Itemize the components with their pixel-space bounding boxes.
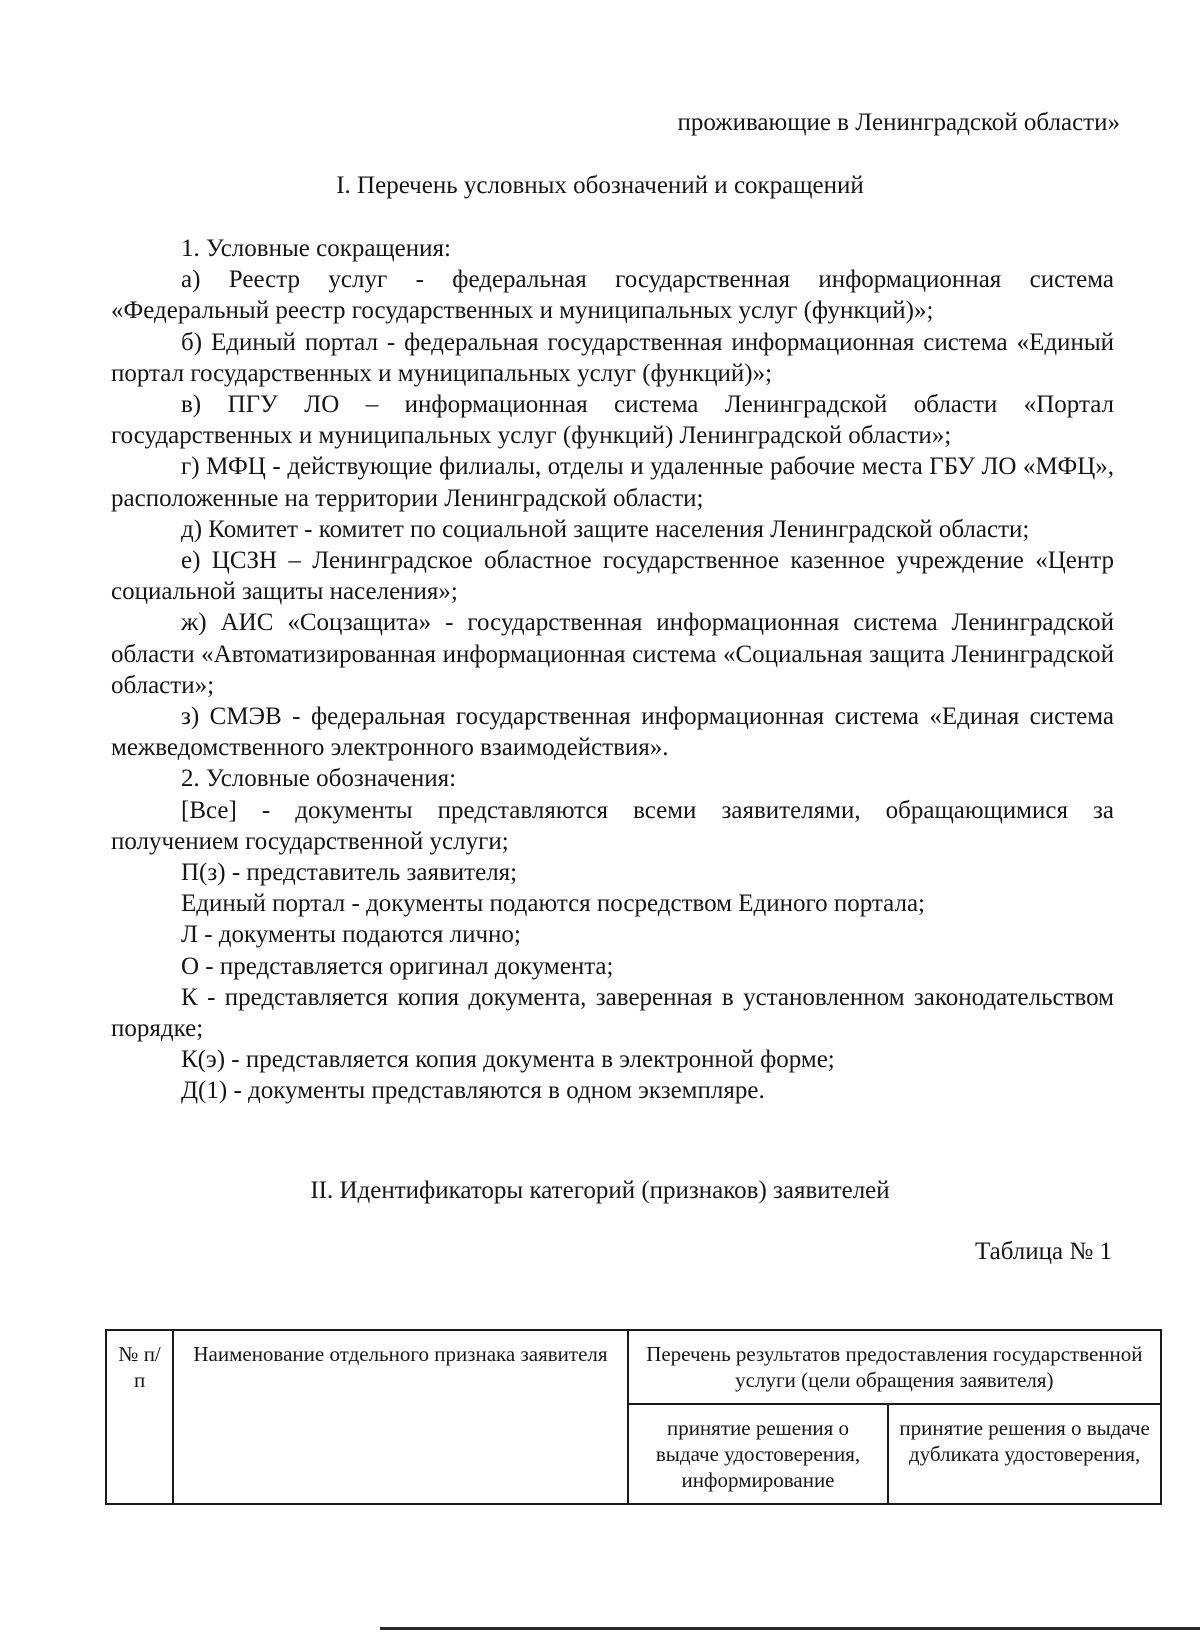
header-cell-result-issue: принятие решения о выдаче удостоверения, информирование [628,1404,889,1504]
paragraph-abbr-f: е) ЦСЗН – Ленинградское областное государственное казенное учреждение «Центр социальной защиты населения»; [111,547,1114,606]
paragraph-symbol-original: О - представляется оригинал документа; [181,952,614,980]
header-cell-number: № п/п [106,1330,173,1504]
section-1-heading: I. Перечень условных обозначений и сокращений [336,172,864,199]
paragraph-symbol-representative: П(з) - представитель заявителя; [181,859,518,887]
paragraph-symbols-title: 2. Условные обозначения: [181,765,457,793]
paragraph-abbr-c: в) ПГУ ЛО – информационная система Ленинградской области «Портал государственных и муниципальных услуг (функций) Ленинградской области»; [111,391,1114,450]
table-label: Таблица № 1 [974,1238,1112,1265]
header-cell-criterion-name: Наименование отдельного признака заявителя [173,1330,628,1504]
paragraph-symbol-one-copy: Д(1) - документы представляются в одном экземпляре. [181,1077,765,1105]
paragraph-symbol-portal: Единый портал - документы подаются посредством Единого портала; [181,890,925,918]
paragraph-abbreviations-title: 1. Условные сокращения: [181,235,451,262]
section-1-body [111,233,1114,1107]
paragraph-abbr-a: а) Реестр услуг - федеральная государственная информационная система «Федеральный реестр государственных и муниципальных услуг (функций)»; [111,266,1114,325]
paragraph-abbr-d: г) МФЦ - действующие филиалы, отделы и удаленные рабочие места ГБУ ЛО «МФЦ», расположенные на территории Ленинградской области; [111,453,1114,512]
paragraph-abbr-h: з) СМЭВ - федеральная государственная информационная система «Единая система межведомственного электронного взаимодействия». [111,703,1114,762]
table-header-row [106,1330,1161,1404]
paragraph-symbol-personal: Л - документы подаются лично; [181,921,521,949]
header-cell-results: Перечень результатов предоставления государственной услуги (цели обращения заявителя) [628,1330,1161,1404]
paragraph-abbr-e: д) Комитет - комитет по социальной защите населения Ленинградской области; [181,515,1030,543]
header-cell-result-duplicate: принятие решения о выдаче дубликата удостоверения, [888,1404,1161,1504]
section-2-heading: II. Идентификаторы категорий (признаков) заявителей [310,1177,890,1204]
applicant-criteria-table [105,1329,1162,1505]
paragraph-symbol-e-copy: К(э) - представляется копия документа в электронной форме; [181,1046,835,1074]
header-continuation: проживающие в Ленинградской области» [677,109,1120,136]
paragraph-symbol-all: [Все] - документы представляются всеми заявителями, обращающимися за получением государственной услуги; [111,796,1114,855]
paragraph-symbol-copy: К - представляется копия документа, заверенная в установленном законодательством порядке; [111,983,1114,1043]
page-bottom-rule [380,1627,1200,1630]
paragraph-abbr-g: ж) АИС «Соцзащита» - государственная информационная система Ленинградской области «Автоматизированная информационная система «Социальная защита Ленинградской области»; [111,609,1114,699]
paragraph-abbr-b: б) Единый портал - федеральная государственная информационная система «Единый портал государственных и муниципальных услуг (функций)»; [111,328,1114,387]
